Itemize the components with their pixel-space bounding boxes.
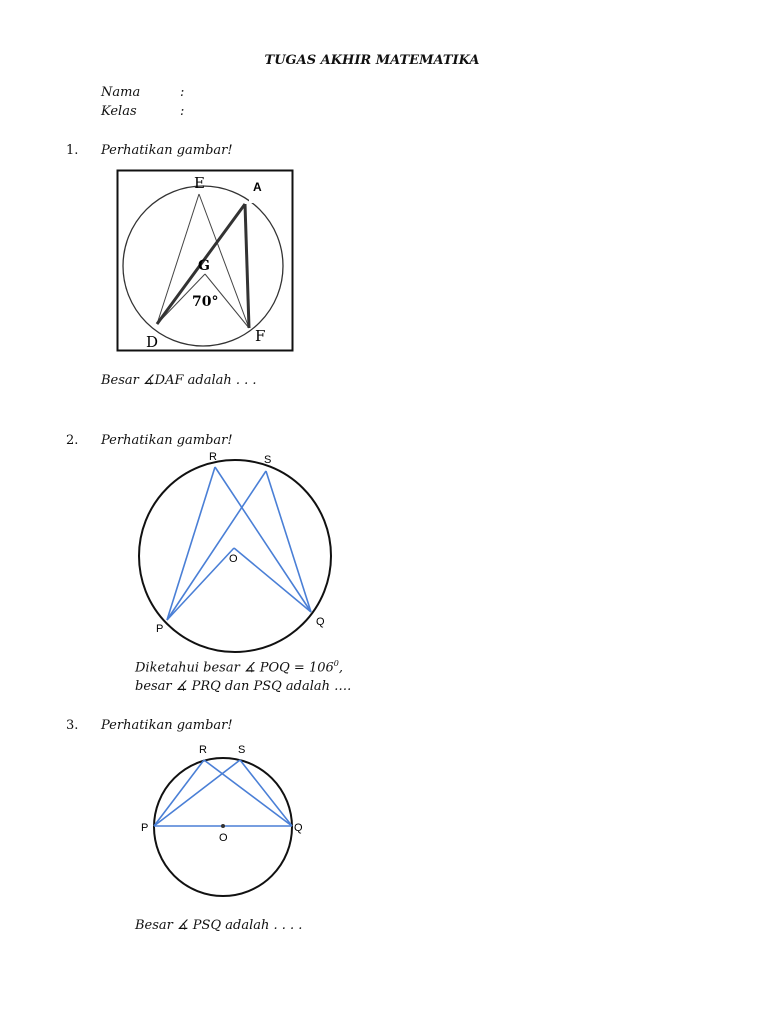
label-S: S xyxy=(238,744,246,756)
center-point-O xyxy=(221,824,225,828)
label-R: R xyxy=(199,744,207,756)
question-3-figure xyxy=(135,738,315,903)
question-2-figure xyxy=(130,445,340,655)
class-field-separator: : xyxy=(180,104,185,119)
line-OQ xyxy=(234,548,311,612)
line-OP xyxy=(167,548,234,620)
page-title: TUGAS AKHIR MATEMATIKA xyxy=(264,53,480,68)
question-3-instruction: Perhatikan gambar! xyxy=(101,718,233,733)
line-SP xyxy=(167,471,266,620)
line-RP xyxy=(167,467,215,620)
label-P: P xyxy=(156,623,164,635)
question-2-instruction: Perhatikan gambar! xyxy=(101,433,233,448)
label-angle-70: 70° xyxy=(192,294,219,310)
question-3-prompt: Besar ∡ PSQ adalah . . . . xyxy=(135,918,303,933)
label-Q: Q xyxy=(316,616,325,628)
line-SQ xyxy=(266,471,311,612)
label-S: S xyxy=(264,454,272,466)
label-D: D xyxy=(146,333,159,351)
label-F: F xyxy=(255,327,266,345)
question-1-instruction: Perhatikan gambar! xyxy=(101,143,233,158)
label-A: A xyxy=(253,180,262,194)
label-Q: Q xyxy=(294,822,303,834)
name-field-label: Nama xyxy=(101,85,141,100)
name-field-separator: : xyxy=(180,85,185,100)
question-2-prompt-line-2: besar ∡ PRQ dan PSQ adalah …. xyxy=(135,679,352,694)
question-1-number: 1. xyxy=(66,143,79,158)
question-3-number: 3. xyxy=(66,718,79,733)
line-RQ xyxy=(215,467,311,612)
label-R: R xyxy=(209,451,217,463)
question-2-number: 2. xyxy=(66,433,79,448)
line-AF xyxy=(245,204,249,328)
label-O: O xyxy=(219,832,228,844)
question-1-prompt: Besar ∡DAF adalah . . . xyxy=(101,373,257,388)
question-2-prompt-line-1: Diketahui besar ∡ POQ = $106^0$, xyxy=(135,659,343,676)
class-field-label: Kelas xyxy=(101,104,137,119)
label-E: E xyxy=(194,174,205,192)
label-P: P xyxy=(141,822,149,834)
label-G: G xyxy=(198,258,210,274)
label-O: O xyxy=(229,553,238,565)
question-1-figure xyxy=(115,168,296,354)
